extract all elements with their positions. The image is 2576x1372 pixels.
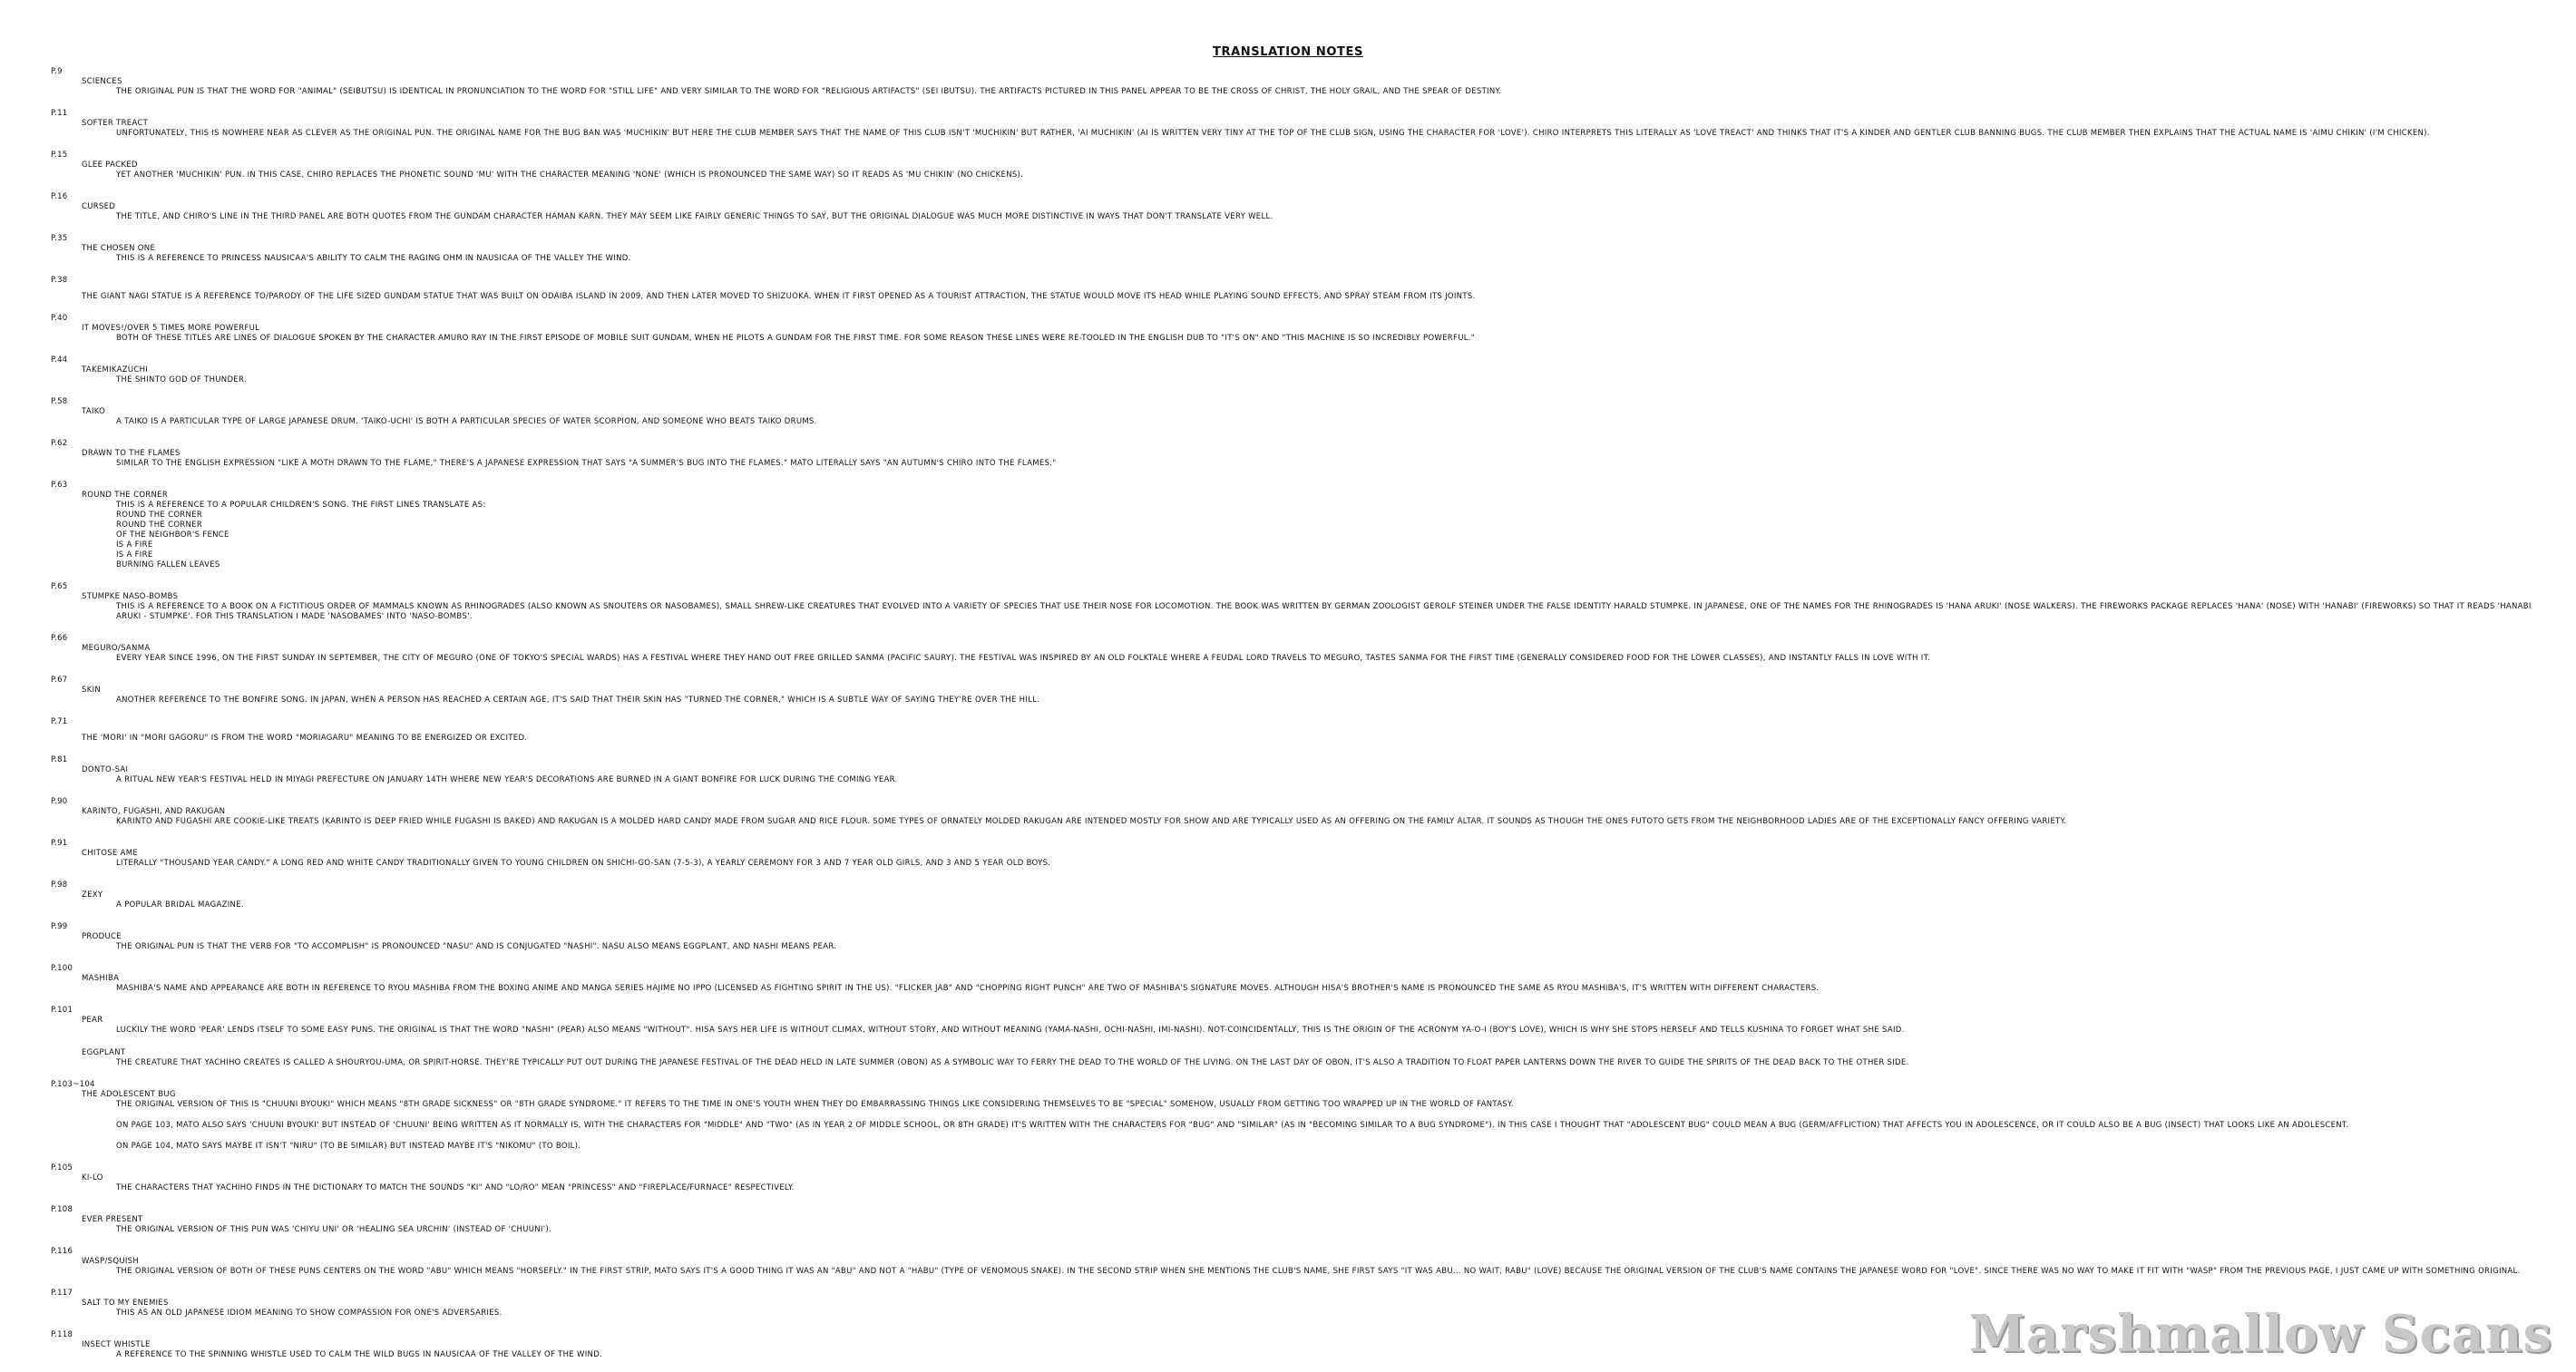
note-body xyxy=(116,696,2554,705)
note-item xyxy=(51,397,2554,427)
note-paragraph: BOTH OF THESE TITLES ARE LINES OF DIALOGUE SPOKEN BY THE CHARACTER AMURO RAY IN THE FIRST EPISODE OF MOBILE SUIT GUNDAM, WHEN HE PILOTS A GUNDAM FOR THE FIRST TIME. FOR SOME REASON THESE LINES WERE RE-TOOLED IN THE ENGLISH DUB TO "IT'S ON" AND "THIS MACHINE IS SO INCREDIBLY POWERFUL." xyxy=(116,334,1475,343)
note-item xyxy=(51,797,2554,827)
note-heading: TAIKO xyxy=(82,407,106,416)
note-paragraph: THIS IS A REFERENCE TO A BOOK ON A FICTITIOUS ORDER OF MAMMALS KNOWN AS RHINOGRADES (ALSO KNOWN AS SNOUTERS OR NASOBAMES), SMALL SHREW-LIKE CREATURES THAT EVOLVED INTO A VARIETY OF SPECIES THAT USE THEIR NOSE FOR LOCOMOTION. THE BOOK WAS WRITTEN BY GERMAN ZOOLOGIST GEROLF STEINER UNDER THE FALSE IDENTITY HARALD STUMPKE. IN JAPANESE, ONE OF THE NAMES FOR THE RHINOGRADES IS 'HANA ARUKI' (NOSE WALKERS). THE FIREWORKS PACKAGE REPLACES 'HANA' (NOSE) WITH 'HANABI' (FIREWORKS) SO THAT IT READS 'HANABI ARUKI - STUMPKE'. FOR THIS TRANSLATION I MADE 'NASOBAMES' INTO 'NASO-BOMBS'. xyxy=(116,602,2532,621)
note-entry xyxy=(82,839,2554,869)
page-number: P.108 xyxy=(51,1205,73,1214)
note-entry xyxy=(82,676,2554,705)
page-number: P.98 xyxy=(51,881,68,890)
page-number: P.11 xyxy=(51,109,68,118)
page-title: TRANSLATION NOTES xyxy=(1213,45,1363,59)
note-heading: STUMPKE NASO-BOMBS xyxy=(82,592,179,601)
note-body xyxy=(116,1026,2554,1036)
note-body xyxy=(116,1225,2554,1235)
note-paragraph: THIS IS A REFERENCE TO PRINCESS NAUSICAA'S ABILITY TO CALM THE RAGING OHM IN NAUSICAA OF THE VALLEY THE WIND. xyxy=(116,254,631,263)
note-heading: THE ADOLESCENT BUG xyxy=(82,1090,176,1099)
note-heading: EVER PRESENT xyxy=(82,1215,143,1224)
page-number: P.63 xyxy=(51,481,68,490)
page-number: P.118 xyxy=(51,1330,73,1339)
note-body xyxy=(116,170,2554,180)
note-heading: MEGURO/SANMA xyxy=(82,644,151,653)
song-line: IS A FIRE xyxy=(116,540,153,550)
note-paragraph: SIMILAR TO THE ENGLISH EXPRESSION "LIKE A MOTH DRAWN TO THE FLAME," THERE'S A JAPANESE EXPRESSION THAT SAYS "A SUMMER'S BUG INTO THE FLAMES." MATO LITERALLY SAYS "AN AUTUMN'S CHIRO INTO THE FLAMES." xyxy=(116,459,1057,468)
note-heading: CHITOSE AME xyxy=(82,849,139,858)
note-paragraph: MASHIBA'S NAME AND APPEARANCE ARE BOTH IN REFERENCE TO RYOU MASHIBA FROM THE BOXING ANIME AND MANGA SERIES HAJIME NO IPPO (LICENSED AS FIGHTING SPIRIT IN THE US). "FLICKER JAB" AND "CHOPPING RIGHT PUNCH" ARE TWO OF MASHIBA'S SIGNATURE MOVES. ALTHOUGH HISA'S BROTHER'S NAME IS PRONOUNCED THE SAME AS RYOU MASHIBA'S, IT'S WRITTEN WITH DIFFERENT CHARACTERS. xyxy=(116,984,1820,993)
note-item xyxy=(51,676,2554,705)
note-paragraph: THE ORIGINAL PUN IS THAT THE WORD FOR "ANIMAL" (SEIBUTSU) IS IDENTICAL IN PRONUNCIATION TO THE WORD FOR "STILL LIFE" AND VERY SIMILAR TO THE WORD FOR "RELIGIOUS ARTIFACTS" (SEI IBUTSU). THE ARTIFACTS PICTURED IN THIS PANEL APPEAR TO BE THE CROSS OF CHRIST, THE HOLY GRAIL, AND THE SPEAR OF DESTINY. xyxy=(116,87,1502,96)
note-body xyxy=(116,900,2554,910)
note-paragraph: ON PAGE 103, MATO ALSO SAYS 'CHUUNI BYOUKI' BUT INSTEAD OF 'CHUUNI' BEING WRITTEN AS IT NORMALLY IS, WITH THE CHARACTERS FOR "MIDDLE" AND "TWO" (AS IN YEAR 2 OF MIDDLE SCHOOL, OR 8TH GRADE) IT'S WRITTEN WITH THE CHARACTERS FOR "BUG" AND "SIMILAR" (AS IN "BECOMING SIMILAR TO A BUG SYNDROME"). IN THIS CASE I THOUGHT THAT "ADOLESCENT BUG" COULD MEAN A BUG (GERM/AFFLICTION) THAT AFFECTS YOU IN ADOLESCENCE, OR IT COULD ALSO BE A BUG (INSECT) THAT LOOKS LIKE AN ADOLESCENT. xyxy=(116,1121,2349,1130)
note-entry xyxy=(82,481,2554,570)
note-paragraph: LUCKILY THE WORD 'PEAR' LENDS ITSELF TO SOME EASY PUNS. THE ORIGINAL IS THAT THE WORD "NASHI" (PEAR) ALSO MEANS "WITHOUT". HISA SAYS HER LIFE IS WITHOUT CLIMAX, WITHOUT STORY, AND WITHOUT MEANING (YAMA-NASHI, OCHI-NASHI, IMI-NASHI). NOT-COINCIDENTALLY, THIS IS THE ORIGIN OF THE ACRONYM YA-O-I (BOY'S LOVE), WHICH IS WHY SHE STOPS HERSELF AND TELLS KUSHINA TO FORGET WHAT SHE SAID. xyxy=(116,1026,1905,1035)
note-paragraph: UNFORTUNATELY, THIS IS NOWHERE NEAR AS CLEVER AS THE ORIGINAL PUN. THE ORIGINAL NAME FOR THE BUG BAN WAS 'MUCHIKIN' BUT HERE THE CLUB MEMBER SAYS THAT THE NAME OF THIS CLUB ISN'T 'MUCHIKIN' BUT RATHER, 'AI MUCHIKIN' (AI IS WRITTEN VERY TINY AT THE TOP OF THE CLUB SIGN, USING THE CHARACTER FOR 'LOVE'). CHIRO INTERPRETS THIS LITERALLY AS 'LOVE TREACT' AND THINKS THAT IT'S A KINDER AND GENTLER CLUB BANNING BUGS. THE CLUB MEMBER THEN EXPLAINS THAT THE ACTUAL NAME IS 'AIMU CHIKIN' (I'M CHICKEN). xyxy=(116,129,2430,138)
song-line: ROUND THE CORNER xyxy=(116,521,203,530)
note-entry xyxy=(82,634,2554,664)
page-number: P.91 xyxy=(51,839,68,848)
page-number: P.35 xyxy=(51,234,68,243)
note-item xyxy=(51,717,2554,744)
note-body xyxy=(116,212,2554,222)
song-line: IS A FIRE xyxy=(116,550,153,560)
note-body xyxy=(116,775,2554,785)
note-paragraph: THE ORIGINAL VERSION OF THIS PUN WAS 'CHIYU UNI' OR 'HEALING SEA URCHIN' (INSTEAD OF 'CHUUNI'). xyxy=(116,1225,551,1234)
note-heading: KI-LO xyxy=(82,1173,103,1182)
note-heading: TAKEMIKAZUCHI xyxy=(82,365,149,375)
note-entry xyxy=(82,355,2554,385)
note-body xyxy=(116,254,2554,264)
note-paragraph: THE CREATURE THAT YACHIHO CREATES IS CALLED A SHOURYOU-UMA, OR SPIRIT-HORSE. THEY'RE TYPICALLY PUT OUT DURING THE JAPANESE FESTIVAL OF THE DEAD HELD IN LATE SUMMER (OBON) AS A SYMBOLIC WAY TO FERRY THE DEAD TO THE WORLD OF THE LIVING. ON THE LAST DAY OF OBON, IT'S ALSO A TRADITION TO FLOAT PAPER LANTERNS DOWN THE RIVER TO GUIDE THE SPIRITS OF THE DEAD BACK TO THE OTHER SIDE. xyxy=(116,1058,1909,1067)
song-line: THIS IS A REFERENCE TO A POPULAR CHILDREN'S SONG. THE FIRST LINES TRANSLATE AS: xyxy=(116,501,486,510)
note-paragraph: THE SHINTO GOD OF THUNDER. xyxy=(116,375,247,384)
note-item xyxy=(51,192,2554,222)
note-entry xyxy=(82,1247,2554,1277)
page-number: P.116 xyxy=(51,1247,73,1256)
note-entry xyxy=(82,151,2554,180)
note-heading: DONTO-SAI xyxy=(82,765,129,774)
page-number: P.16 xyxy=(51,192,68,201)
page-number: P.44 xyxy=(51,355,68,365)
note-heading: SOFTER TREACT xyxy=(82,119,149,128)
note-heading: SCIENCES xyxy=(82,77,122,86)
note-heading: ZEXY xyxy=(82,890,103,900)
note-body xyxy=(116,459,2554,469)
note-item xyxy=(51,1006,2554,1068)
note-heading: THE CHOSEN ONE xyxy=(82,244,156,253)
note-item xyxy=(51,109,2554,139)
note-body xyxy=(116,654,2554,664)
note-heading: MASHIBA xyxy=(82,974,120,983)
note-entry xyxy=(82,109,2554,139)
note-heading: IT MOVES!/OVER 5 TIMES MORE POWERFUL xyxy=(82,324,260,333)
note-item xyxy=(51,1080,2554,1152)
note-entry xyxy=(82,797,2554,827)
song-line: OF THE NEIGHBOR'S FENCE xyxy=(116,530,229,540)
note-item xyxy=(51,755,2554,785)
note-text: THE GIANT NAGI STATUE IS A REFERENCE TO/PARODY OF THE LIFE SIZED GUNDAM STATUE THAT WAS BUILT ON ODAIBA ISLAND IN 2009, AND THEN LATER MOVED TO SHIZUOKA. WHEN IT FIRST OPENED AS A TOURIST ATTRACTION, THE STATUE WOULD MOVE ITS HEAD WHILE PLAYING SOUND EFFECTS, AND SPRAY STEAM FROM ITS JOINTS. xyxy=(82,292,1476,301)
note-body xyxy=(116,87,2554,97)
note-paragraph: ON PAGE 104, MATO SAYS MAYBE IT ISN'T "NIRU" (TO BE SIMILAR) BUT INSTEAD MAYBE IT'S "NIKOMU" (TO BOIL). xyxy=(116,1142,581,1151)
note-body xyxy=(116,1183,2554,1193)
note-heading: DRAWN TO THE FLAMES xyxy=(82,449,181,458)
note-entry xyxy=(82,234,2554,264)
note-paragraph: EVERY YEAR SINCE 1996, ON THE FIRST SUNDAY IN SEPTEMBER, THE CITY OF MEGURO (ONE OF TOKYO'S SPECIAL WARDS) HAS A FESTIVAL WHERE THEY HAND OUT FREE GRILLED SANMA (PACIFIC SAURY). THE FESTIVAL WAS INSPIRED BY AN OLD FOLKTALE WHERE A FEUDAL LORD TRAVELS TO MEGURO, TASTES SANMA FOR THE FIRST TIME (GENERALLY CONSIDERED FOOD FOR THE LOWER CLASSES), AND INSTANTLY FALLS IN LOVE WITH IT. xyxy=(116,654,1931,663)
note-item xyxy=(51,234,2554,264)
note-paragraph: LITERALLY "THOUSAND YEAR CANDY." A LONG RED AND WHITE CANDY TRADITIONALLY GIVEN TO YOUNG CHILDREN ON SHICHI-GO-SAN (7-5-3), A YEARLY CEREMONY FOR 3 AND 7 YEAR OLD GIRLS, AND 3 AND 5 YEAR OLD BOYS. xyxy=(116,859,1051,868)
note-heading: KARINTO, FUGASHI, AND RAKUGAN xyxy=(82,807,226,816)
page-number: P.101 xyxy=(51,1006,73,1015)
note-entry xyxy=(82,964,2554,994)
page-number: P.38 xyxy=(51,276,68,285)
page-number: P.65 xyxy=(51,582,68,591)
note-paragraph: A TAIKO IS A PARTICULAR TYPE OF LARGE JAPANESE DRUM. 'TAIKO-UCHI' IS BOTH A PARTICULAR SPECIES OF WATER SCORPION, AND SOMEONE WHO BEATS TAIKO DRUMS. xyxy=(116,417,817,426)
page-number: P.103~104 xyxy=(51,1080,95,1089)
note-paragraph: THIS AS AN OLD JAPANESE IDIOM MEANING TO SHOW COMPASSION FOR ONE'S ADVERSARIES. xyxy=(116,1309,503,1318)
note-heading: SKIN xyxy=(82,686,102,695)
song-line: BURNING FALLEN LEAVES xyxy=(116,560,220,569)
note-heading: PRODUCE xyxy=(82,932,122,941)
note-heading: ROUND THE CORNER xyxy=(82,491,169,500)
note-item xyxy=(51,881,2554,910)
scanlation-watermark: Marshmallow Scans xyxy=(1968,1304,2552,1364)
note-paragraph: A POPULAR BRIDAL MAGAZINE. xyxy=(116,900,244,910)
note-text: THE 'MORI' IN "MORI GAGORU" IS FROM THE WORD "MORIAGARU" MEANING TO BE ENERGIZED OR EXCITED. xyxy=(82,734,528,743)
page-number: P.105 xyxy=(51,1163,73,1173)
note-entry xyxy=(82,1163,2554,1193)
page-number: P.90 xyxy=(51,797,68,806)
note-body xyxy=(116,817,2554,827)
note-entry xyxy=(82,1006,2554,1036)
note-entry xyxy=(82,755,2554,785)
page-number: P.100 xyxy=(51,964,73,973)
note-paragraph: THE CHARACTERS THAT YACHIHO FINDS IN THE DICTIONARY TO MATCH THE SOUNDS "KI" AND "LO/RO" MEAN "PRINCESS" AND "FIREPLACE/FURNACE" RESPECTIVELY. xyxy=(116,1183,795,1192)
note-paragraph: THE ORIGINAL VERSION OF BOTH OF THESE PUNS CENTERS ON THE WORD "ABU" WHICH MEANS "HORSEFLY." IN THE FIRST STRIP, MATO SAYS IT'S A GOOD THING IT WAS AN "ABU" AND NOT A "HABU" (TYPE OF VENOMOUS SNAKE). IN THE SECOND STRIP WHEN SHE MENTIONS THE CLUB'S NAME, SHE FIRST SAYS "IT WAS ABU... NO WAIT, RABU" (LOVE) BECAUSE THE ORIGINAL VERSION OF THE CLUB'S NAME CONTAINS THE JAPANESE WORD FOR "LOVE". SINCE THERE WAS NO WAY TO MAKE IT FIT WITH "WASP" FROM THE PREVIOUS PAGE, I JUST CAME UP WITH SOMETHING ORIGINAL. xyxy=(116,1267,2521,1276)
note-entry xyxy=(82,397,2554,427)
note-entry xyxy=(82,881,2554,910)
page-number: P.9 xyxy=(51,67,63,76)
note-heading: EGGPLANT xyxy=(82,1048,126,1057)
note-body xyxy=(116,984,2554,994)
note-paragraph: A RITUAL NEW YEAR'S FESTIVAL HELD IN MIYAGI PREFECTURE ON JANUARY 14TH WHERE NEW YEAR'S DECORATIONS ARE BURNED IN A GIANT BONFIRE FOR LUCK DURING THE COMING YEAR. xyxy=(116,775,898,784)
note-body xyxy=(116,375,2554,385)
note-body xyxy=(116,1267,2554,1277)
note-item xyxy=(51,67,2554,97)
song-line: ROUND THE CORNER xyxy=(116,511,203,520)
note-body xyxy=(116,501,2554,570)
note-body xyxy=(116,1058,2554,1068)
note-entry xyxy=(82,1205,2554,1235)
notes-list xyxy=(51,67,2554,1372)
note-entry xyxy=(82,314,2554,344)
note-body xyxy=(116,1100,2554,1152)
note-paragraph: THE ORIGINAL VERSION OF THIS IS "CHUUNI BYOUKI" WHICH MEANS "8TH GRADE SICKNESS" OR "8TH GRADE SYNDROME." IT REFERS TO THE TIME IN ONE'S YOUTH WHEN THEY DO EMBARRASSING THINGS LIKE CONSIDERING THEMSELVES TO BE "SPECIAL" SOMEHOW, USUALLY FROM GETTING TOO WRAPPED UP IN THE WORLD OF FANTASY. xyxy=(116,1100,1514,1109)
note-entry xyxy=(82,922,2554,952)
note-paragraph: YET ANOTHER 'MUCHIKIN' PUN. IN THIS CASE, CHIRO REPLACES THE PHONETIC SOUND 'MU' WITH THE CHARACTER MEANING 'NONE' (WHICH IS PRONOUNCED THE SAME WAY) SO IT READS AS 'MU CHIKIN' (NO CHICKENS). xyxy=(116,170,1024,180)
note-entry xyxy=(82,1036,2554,1068)
note-item xyxy=(51,582,2554,622)
note-heading: INSECT WHISTLE xyxy=(82,1340,151,1349)
note-heading: WASP/SQUISH xyxy=(82,1257,140,1266)
note-body xyxy=(116,859,2554,869)
note-body xyxy=(116,602,2554,622)
page-number: P.62 xyxy=(51,439,68,448)
note-paragraph: A REFERENCE TO THE SPINNING WHISTLE USED TO CALM THE WILD BUGS IN NAUSICAA OF THE VALLEY OF THE WIND. xyxy=(116,1350,603,1359)
page-number: P.66 xyxy=(51,634,68,643)
note-item xyxy=(51,276,2554,302)
note-body xyxy=(116,417,2554,427)
note-item xyxy=(51,1205,2554,1235)
page-number: P.117 xyxy=(51,1289,73,1298)
note-item xyxy=(51,481,2554,570)
page-number: P.71 xyxy=(51,717,68,726)
note-heading: SALT TO MY ENEMIES xyxy=(82,1299,169,1308)
note-entry xyxy=(82,67,2554,97)
note-item xyxy=(51,964,2554,994)
page-number: P.58 xyxy=(51,397,68,406)
note-item xyxy=(51,355,2554,385)
note-item xyxy=(51,1163,2554,1193)
note-paragraph: ANOTHER REFERENCE TO THE BONFIRE SONG. IN JAPAN, WHEN A PERSON HAS REACHED A CERTAIN AGE, IT'S SAID THAT THEIR SKIN HAS "TURNED THE CORNER," WHICH IS A SUBTLE WAY OF SAYING THEY'RE OVER THE HILL. xyxy=(116,696,1040,705)
note-heading: CURSED xyxy=(82,202,116,211)
page-number: P.81 xyxy=(51,755,68,764)
note-heading: GLEE PACKED xyxy=(82,161,138,170)
page-number: P.40 xyxy=(51,314,68,323)
note-item xyxy=(51,839,2554,869)
note-entry xyxy=(82,582,2554,622)
note-paragraph: KARINTO AND FUGASHI ARE COOKIE-LIKE TREATS (KARINTO IS DEEP FRIED WHILE FUGASHI IS BAKED) AND RAKUGAN IS A MOLDED HARD CANDY MADE FROM SUGAR AND RICE FLOUR. SOME TYPES OF ORNATELY MOLDED RAKUGAN ARE INTENDED MOSTLY FOR SHOW AND ARE TYPICALLY USED AS AN OFFERING ON THE FAMILY ALTAR. IT SOUNDS AS THOUGH THE ONES FUTOTO GETS FROM THE NEIGHBORHOOD LADIES ARE OF THE EXCEPTIONALLY FANCY OFFERING VARIETY. xyxy=(116,817,2067,826)
note-heading: PEAR xyxy=(82,1016,103,1025)
note-body xyxy=(116,942,2554,952)
page-number: P.15 xyxy=(51,151,68,160)
page-number: P.99 xyxy=(51,922,68,931)
note-entry xyxy=(82,1080,2554,1152)
note-item xyxy=(51,151,2554,180)
note-body xyxy=(116,129,2554,139)
note-paragraph: THE TITLE, AND CHIRO'S LINE IN THE THIRD PANEL ARE BOTH QUOTES FROM THE GUNDAM CHARACTER HAMAN KARN. THEY MAY SEEM LIKE FAIRLY GENERIC THINGS TO SAY, BUT THE ORIGINAL DIALOGUE WAS MUCH MORE DISTINCTIVE IN WAYS THAT DON'T TRANSLATE VERY WELL. xyxy=(116,212,1273,221)
note-item xyxy=(51,922,2554,952)
note-item xyxy=(51,439,2554,469)
page-number: P.67 xyxy=(51,676,68,685)
note-item xyxy=(51,634,2554,664)
note-body xyxy=(116,334,2554,344)
note-item xyxy=(51,314,2554,344)
note-entry xyxy=(82,439,2554,469)
note-entry xyxy=(82,192,2554,222)
note-paragraph: THE ORIGINAL PUN IS THAT THE VERB FOR "TO ACCOMPLISH" IS PRONOUNCED "NASU" AND IS CONJUGATED "NASHI". NASU ALSO MEANS EGGPLANT, AND NASHI MEANS PEAR. xyxy=(116,942,837,951)
note-item xyxy=(51,1247,2554,1277)
